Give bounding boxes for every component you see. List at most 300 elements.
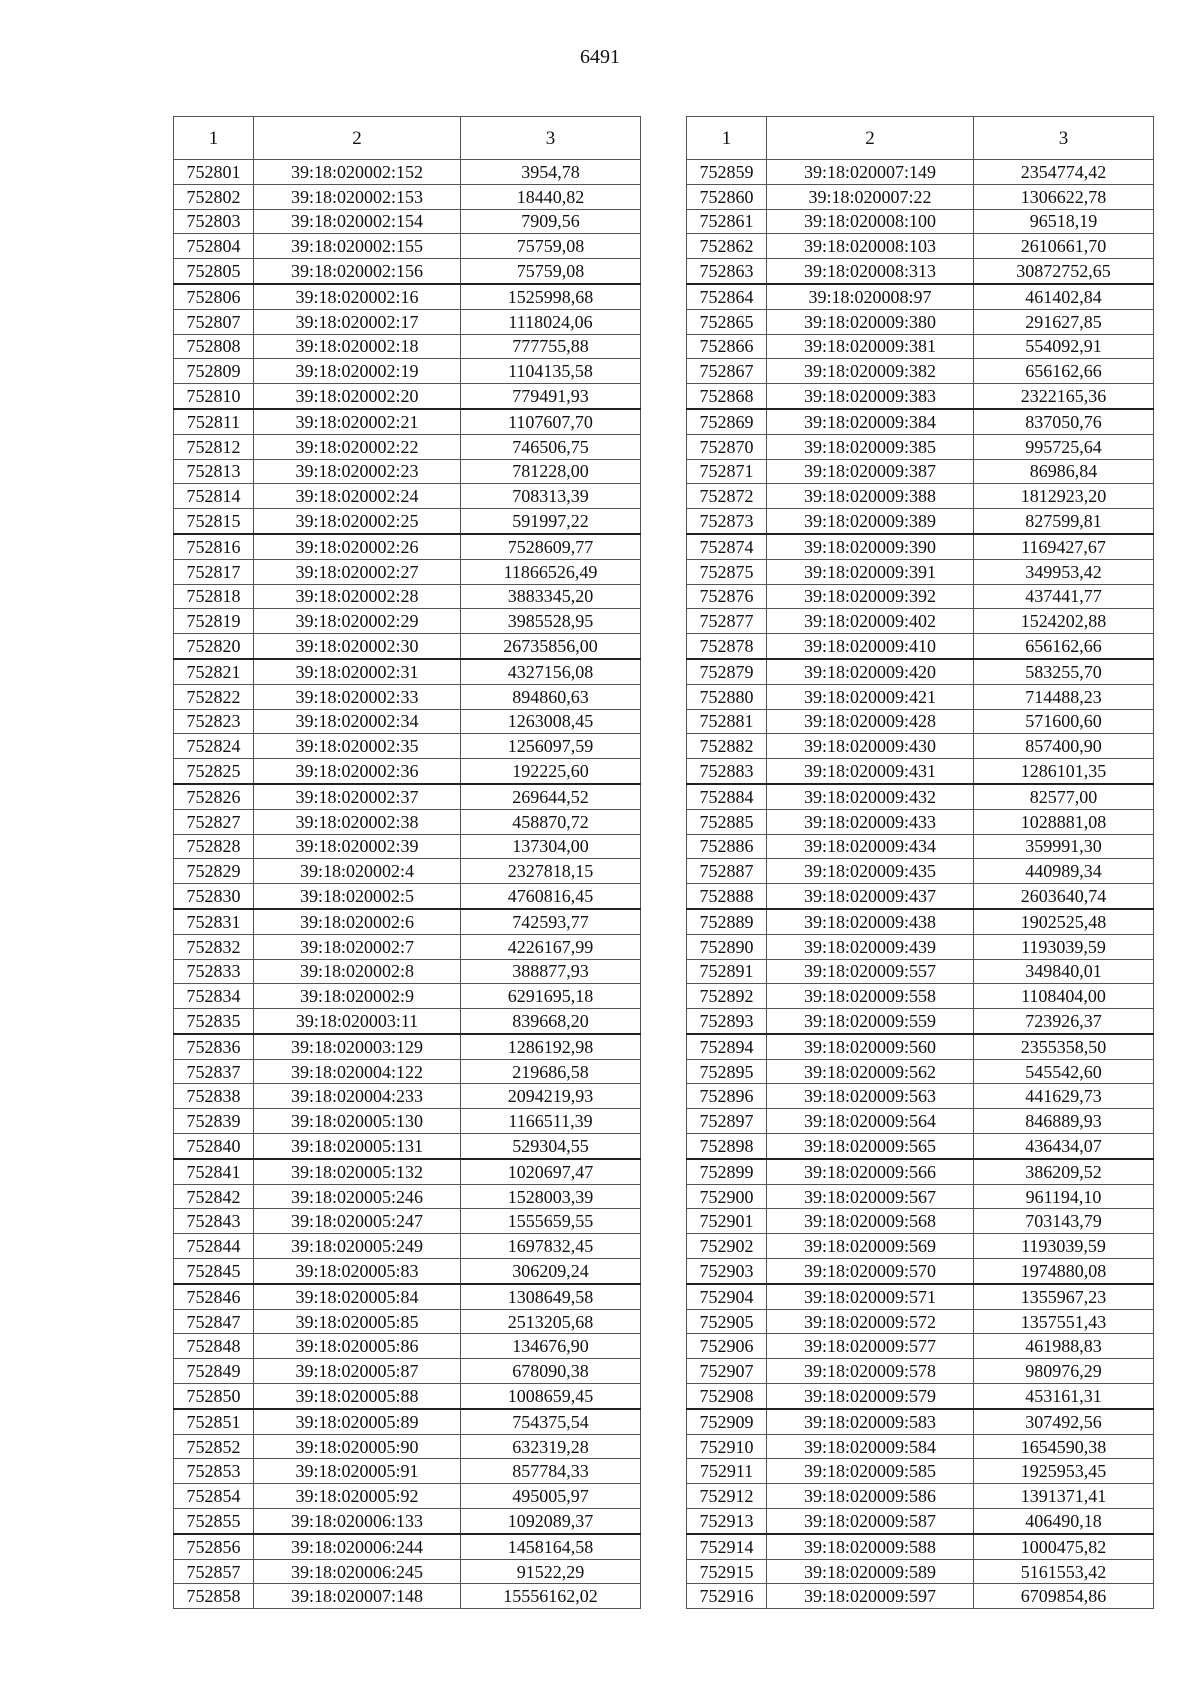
row-number-cell: 752905 xyxy=(687,1309,767,1334)
cadastral-number-cell: 39:18:020002:6 xyxy=(254,909,461,934)
table-row xyxy=(687,1009,1154,1034)
cadastral-number-cell: 39:18:020002:17 xyxy=(254,309,461,334)
value-cell: 4327156,08 xyxy=(461,659,641,684)
value-cell: 307492,56 xyxy=(974,1409,1154,1434)
table-row xyxy=(174,309,641,334)
row-number-cell: 752842 xyxy=(174,1184,254,1209)
cadastral-number-cell: 39:18:020002:23 xyxy=(254,459,461,484)
row-number-cell: 752845 xyxy=(174,1259,254,1284)
value-cell: 1104135,58 xyxy=(461,359,641,384)
value-cell: 839668,20 xyxy=(461,1009,641,1034)
table-row xyxy=(687,234,1154,259)
row-number-cell: 752836 xyxy=(174,1034,254,1059)
table-row xyxy=(174,659,641,684)
value-cell: 656162,66 xyxy=(974,359,1154,384)
row-number-cell: 752868 xyxy=(687,384,767,409)
table-row xyxy=(687,1584,1154,1609)
value-cell: 5161553,42 xyxy=(974,1559,1154,1584)
row-number-cell: 752861 xyxy=(687,209,767,234)
row-number-cell: 752831 xyxy=(174,909,254,934)
cadastral-number-cell: 39:18:020003:129 xyxy=(254,1034,461,1059)
row-number-cell: 752841 xyxy=(174,1159,254,1184)
row-number-cell: 752900 xyxy=(687,1184,767,1209)
row-number-cell: 752807 xyxy=(174,309,254,334)
row-number-cell: 752852 xyxy=(174,1434,254,1459)
cadastral-number-cell: 39:18:020005:247 xyxy=(254,1209,461,1234)
row-number-cell: 752872 xyxy=(687,484,767,509)
table-row xyxy=(687,359,1154,384)
value-cell: 2610661,70 xyxy=(974,234,1154,259)
row-number-cell: 752830 xyxy=(174,884,254,909)
row-number-cell: 752907 xyxy=(687,1359,767,1384)
table-row xyxy=(687,1434,1154,1459)
value-cell: 2513205,68 xyxy=(461,1309,641,1334)
row-number-cell: 752818 xyxy=(174,584,254,609)
value-cell: 1286101,35 xyxy=(974,759,1154,784)
table-row xyxy=(174,1034,641,1059)
row-number-cell: 752866 xyxy=(687,334,767,359)
cadastral-number-cell: 39:18:020002:18 xyxy=(254,334,461,359)
cadastral-number-cell: 39:18:020002:30 xyxy=(254,634,461,659)
cadastral-number-cell: 39:18:020009:392 xyxy=(767,584,974,609)
value-cell: 461988,83 xyxy=(974,1334,1154,1359)
value-cell: 2094219,93 xyxy=(461,1084,641,1109)
table-row xyxy=(174,1184,641,1209)
row-number-cell: 752904 xyxy=(687,1284,767,1309)
cadastral-number-cell: 39:18:020009:572 xyxy=(767,1309,974,1334)
row-number-cell: 752857 xyxy=(174,1559,254,1584)
table-row xyxy=(174,1359,641,1384)
table-row xyxy=(687,1284,1154,1309)
page-number: 6491 xyxy=(580,46,620,68)
table-row xyxy=(174,634,641,659)
value-cell: 1020697,47 xyxy=(461,1159,641,1184)
cadastral-number-cell: 39:18:020007:148 xyxy=(254,1584,461,1609)
column-header: 3 xyxy=(461,117,641,160)
table-row xyxy=(174,484,641,509)
cadastral-number-cell: 39:18:020005:131 xyxy=(254,1134,461,1159)
table-row xyxy=(687,909,1154,934)
row-number-cell: 752824 xyxy=(174,734,254,759)
table-row xyxy=(174,909,641,934)
value-cell: 3883345,20 xyxy=(461,584,641,609)
cadastral-number-cell: 39:18:020009:578 xyxy=(767,1359,974,1384)
value-cell: 1697832,45 xyxy=(461,1234,641,1259)
value-cell: 137304,00 xyxy=(461,834,641,859)
table-row xyxy=(687,459,1154,484)
cadastral-number-cell: 39:18:020009:434 xyxy=(767,834,974,859)
cadastral-number-cell: 39:18:020005:83 xyxy=(254,1259,461,1284)
table-row xyxy=(687,184,1154,209)
row-number-cell: 752865 xyxy=(687,309,767,334)
cadastral-number-cell: 39:18:020002:8 xyxy=(254,959,461,984)
cadastral-number-cell: 39:18:020002:153 xyxy=(254,184,461,209)
cadastral-number-cell: 39:18:020004:233 xyxy=(254,1084,461,1109)
cadastral-number-cell: 39:18:020005:92 xyxy=(254,1484,461,1509)
cadastral-number-cell: 39:18:020009:391 xyxy=(767,559,974,584)
table-row xyxy=(174,1209,641,1234)
cadastral-number-cell: 39:18:020002:29 xyxy=(254,609,461,634)
row-number-cell: 752820 xyxy=(174,634,254,659)
cadastral-number-cell: 39:18:020009:584 xyxy=(767,1434,974,1459)
table-row xyxy=(174,160,641,185)
cadastral-number-cell: 39:18:020008:103 xyxy=(767,234,974,259)
row-number-cell: 752860 xyxy=(687,184,767,209)
value-cell: 1902525,48 xyxy=(974,909,1154,934)
table-row xyxy=(687,1109,1154,1134)
row-number-cell: 752879 xyxy=(687,659,767,684)
value-cell: 1925953,45 xyxy=(974,1459,1154,1484)
table-row xyxy=(174,1134,641,1159)
row-number-cell: 752813 xyxy=(174,459,254,484)
cadastral-number-cell: 39:18:020007:149 xyxy=(767,160,974,185)
value-cell: 1654590,38 xyxy=(974,1434,1154,1459)
table-row xyxy=(174,1059,641,1084)
cadastral-number-cell: 39:18:020009:571 xyxy=(767,1284,974,1309)
table-row xyxy=(687,1409,1154,1434)
value-cell: 436434,07 xyxy=(974,1134,1154,1159)
row-number-cell: 752896 xyxy=(687,1084,767,1109)
table-row xyxy=(174,409,641,434)
table-row xyxy=(687,1184,1154,1209)
cadastral-number-cell: 39:18:020002:154 xyxy=(254,209,461,234)
value-cell: 82577,00 xyxy=(974,784,1154,809)
value-cell: 1355967,23 xyxy=(974,1284,1154,1309)
value-cell: 440989,34 xyxy=(974,859,1154,884)
row-number-cell: 752816 xyxy=(174,534,254,559)
table-row xyxy=(174,534,641,559)
table-row xyxy=(687,834,1154,859)
cadastral-number-cell: 39:18:020005:89 xyxy=(254,1409,461,1434)
registry-table-left xyxy=(173,116,641,1609)
table-row xyxy=(687,1359,1154,1384)
row-number-cell: 752880 xyxy=(687,684,767,709)
value-cell: 995725,64 xyxy=(974,434,1154,459)
column-header: 2 xyxy=(767,117,974,160)
row-number-cell: 752869 xyxy=(687,409,767,434)
table-row xyxy=(687,409,1154,434)
table-row xyxy=(174,1409,641,1434)
value-cell: 349840,01 xyxy=(974,959,1154,984)
row-number-cell: 752877 xyxy=(687,609,767,634)
value-cell: 708313,39 xyxy=(461,484,641,509)
table-row xyxy=(687,509,1154,534)
value-cell: 11866526,49 xyxy=(461,559,641,584)
table-row xyxy=(687,1234,1154,1259)
table-row xyxy=(687,1509,1154,1534)
row-number-cell: 752871 xyxy=(687,459,767,484)
cadastral-number-cell: 39:18:020005:249 xyxy=(254,1234,461,1259)
table-row xyxy=(174,559,641,584)
row-number-cell: 752867 xyxy=(687,359,767,384)
cadastral-number-cell: 39:18:020009:583 xyxy=(767,1409,974,1434)
cadastral-number-cell: 39:18:020002:21 xyxy=(254,409,461,434)
table-row xyxy=(174,859,641,884)
row-number-cell: 752810 xyxy=(174,384,254,409)
cadastral-number-cell: 39:18:020005:88 xyxy=(254,1384,461,1409)
table-row xyxy=(687,1059,1154,1084)
table-row xyxy=(174,1084,641,1109)
row-number-cell: 752806 xyxy=(174,284,254,309)
row-number-cell: 752916 xyxy=(687,1584,767,1609)
table-row xyxy=(687,1559,1154,1584)
value-cell: 30872752,65 xyxy=(974,259,1154,284)
value-cell: 1458164,58 xyxy=(461,1534,641,1559)
cadastral-number-cell: 39:18:020002:34 xyxy=(254,709,461,734)
value-cell: 386209,52 xyxy=(974,1159,1154,1184)
cadastral-number-cell: 39:18:020009:387 xyxy=(767,459,974,484)
cadastral-number-cell: 39:18:020009:566 xyxy=(767,1159,974,1184)
table-row xyxy=(687,584,1154,609)
cadastral-number-cell: 39:18:020002:24 xyxy=(254,484,461,509)
table-row xyxy=(687,734,1154,759)
column-header: 3 xyxy=(974,117,1154,160)
cadastral-number-cell: 39:18:020002:26 xyxy=(254,534,461,559)
table-row xyxy=(687,634,1154,659)
cadastral-number-cell: 39:18:020002:156 xyxy=(254,259,461,284)
cadastral-number-cell: 39:18:020009:568 xyxy=(767,1209,974,1234)
table-row xyxy=(687,534,1154,559)
cadastral-number-cell: 39:18:020005:130 xyxy=(254,1109,461,1134)
cadastral-number-cell: 39:18:020009:421 xyxy=(767,684,974,709)
cadastral-number-cell: 39:18:020004:122 xyxy=(254,1059,461,1084)
cadastral-number-cell: 39:18:020009:560 xyxy=(767,1034,974,1059)
row-number-cell: 752891 xyxy=(687,959,767,984)
table-row xyxy=(174,359,641,384)
row-number-cell: 752863 xyxy=(687,259,767,284)
value-cell: 857400,90 xyxy=(974,734,1154,759)
table-row xyxy=(174,184,641,209)
cadastral-number-cell: 39:18:020006:133 xyxy=(254,1509,461,1534)
cadastral-number-cell: 39:18:020009:569 xyxy=(767,1234,974,1259)
row-number-cell: 752885 xyxy=(687,809,767,834)
cadastral-number-cell: 39:18:020002:27 xyxy=(254,559,461,584)
table-row xyxy=(174,334,641,359)
cadastral-number-cell: 39:18:020009:567 xyxy=(767,1184,974,1209)
table-row xyxy=(687,1484,1154,1509)
value-cell: 306209,24 xyxy=(461,1259,641,1284)
table-row xyxy=(687,984,1154,1009)
cadastral-number-cell: 39:18:020009:385 xyxy=(767,434,974,459)
table-row xyxy=(687,434,1154,459)
table-row xyxy=(687,1159,1154,1184)
value-cell: 1812923,20 xyxy=(974,484,1154,509)
value-cell: 91522,29 xyxy=(461,1559,641,1584)
value-cell: 1528003,39 xyxy=(461,1184,641,1209)
table-row xyxy=(174,434,641,459)
row-number-cell: 752883 xyxy=(687,759,767,784)
row-number-cell: 752833 xyxy=(174,959,254,984)
table-row xyxy=(687,1459,1154,1484)
cadastral-number-cell: 39:18:020009:402 xyxy=(767,609,974,634)
cadastral-number-cell: 39:18:020009:383 xyxy=(767,384,974,409)
cadastral-number-cell: 39:18:020009:437 xyxy=(767,884,974,909)
value-cell: 4226167,99 xyxy=(461,934,641,959)
row-number-cell: 752894 xyxy=(687,1034,767,1059)
value-cell: 746506,75 xyxy=(461,434,641,459)
row-number-cell: 752901 xyxy=(687,1209,767,1234)
row-number-cell: 752838 xyxy=(174,1084,254,1109)
cadastral-number-cell: 39:18:020002:31 xyxy=(254,659,461,684)
value-cell: 779491,93 xyxy=(461,384,641,409)
row-number-cell: 752856 xyxy=(174,1534,254,1559)
table-row xyxy=(174,1434,641,1459)
table-header-row xyxy=(687,117,1154,160)
table-row xyxy=(174,234,641,259)
cadastral-number-cell: 39:18:020009:586 xyxy=(767,1484,974,1509)
value-cell: 219686,58 xyxy=(461,1059,641,1084)
row-number-cell: 752825 xyxy=(174,759,254,784)
table-row xyxy=(174,759,641,784)
value-cell: 15556162,02 xyxy=(461,1584,641,1609)
row-number-cell: 752840 xyxy=(174,1134,254,1159)
table-row xyxy=(174,1234,641,1259)
row-number-cell: 752906 xyxy=(687,1334,767,1359)
value-cell: 1357551,43 xyxy=(974,1309,1154,1334)
row-number-cell: 752821 xyxy=(174,659,254,684)
row-number-cell: 752822 xyxy=(174,684,254,709)
row-number-cell: 752809 xyxy=(174,359,254,384)
value-cell: 678090,38 xyxy=(461,1359,641,1384)
table-row xyxy=(174,684,641,709)
value-cell: 134676,90 xyxy=(461,1334,641,1359)
value-cell: 781228,00 xyxy=(461,459,641,484)
cadastral-number-cell: 39:18:020002:9 xyxy=(254,984,461,1009)
registry-table-right xyxy=(686,116,1154,1609)
table-row xyxy=(687,934,1154,959)
table-row xyxy=(174,1284,641,1309)
cadastral-number-cell: 39:18:020009:562 xyxy=(767,1059,974,1084)
cadastral-number-cell: 39:18:020002:16 xyxy=(254,284,461,309)
row-number-cell: 752808 xyxy=(174,334,254,359)
table-row xyxy=(687,1034,1154,1059)
cadastral-number-cell: 39:18:020002:33 xyxy=(254,684,461,709)
cadastral-number-cell: 39:18:020009:577 xyxy=(767,1334,974,1359)
value-cell: 1118024,06 xyxy=(461,309,641,334)
value-cell: 1525998,68 xyxy=(461,284,641,309)
table-row xyxy=(687,559,1154,584)
cadastral-number-cell: 39:18:020002:38 xyxy=(254,809,461,834)
value-cell: 2322165,36 xyxy=(974,384,1154,409)
value-cell: 2327818,15 xyxy=(461,859,641,884)
value-cell: 1391371,41 xyxy=(974,1484,1154,1509)
row-number-cell: 752819 xyxy=(174,609,254,634)
cadastral-number-cell: 39:18:020002:22 xyxy=(254,434,461,459)
cadastral-number-cell: 39:18:020009:564 xyxy=(767,1109,974,1134)
table-row xyxy=(174,834,641,859)
cadastral-number-cell: 39:18:020009:431 xyxy=(767,759,974,784)
value-cell: 7528609,77 xyxy=(461,534,641,559)
row-number-cell: 752801 xyxy=(174,160,254,185)
table-row xyxy=(174,259,641,284)
value-cell: 837050,76 xyxy=(974,409,1154,434)
row-number-cell: 752881 xyxy=(687,709,767,734)
row-number-cell: 752909 xyxy=(687,1409,767,1434)
cadastral-number-cell: 39:18:020009:597 xyxy=(767,1584,974,1609)
row-number-cell: 752839 xyxy=(174,1109,254,1134)
table-row xyxy=(687,759,1154,784)
value-cell: 714488,23 xyxy=(974,684,1154,709)
table-row xyxy=(174,609,641,634)
value-cell: 857784,33 xyxy=(461,1459,641,1484)
row-number-cell: 752805 xyxy=(174,259,254,284)
value-cell: 96518,19 xyxy=(974,209,1154,234)
table-row xyxy=(687,334,1154,359)
cadastral-number-cell: 39:18:020002:5 xyxy=(254,884,461,909)
value-cell: 453161,31 xyxy=(974,1384,1154,1409)
row-number-cell: 752915 xyxy=(687,1559,767,1584)
value-cell: 1974880,08 xyxy=(974,1259,1154,1284)
value-cell: 1193039,59 xyxy=(974,1234,1154,1259)
cadastral-number-cell: 39:18:020009:410 xyxy=(767,634,974,659)
row-number-cell: 752826 xyxy=(174,784,254,809)
table-row xyxy=(174,984,641,1009)
table-row xyxy=(174,959,641,984)
row-number-cell: 752876 xyxy=(687,584,767,609)
table-header-row xyxy=(174,117,641,160)
cadastral-number-cell: 39:18:020002:19 xyxy=(254,359,461,384)
cadastral-number-cell: 39:18:020005:87 xyxy=(254,1359,461,1384)
row-number-cell: 752895 xyxy=(687,1059,767,1084)
cadastral-number-cell: 39:18:020006:245 xyxy=(254,1559,461,1584)
table-body-right xyxy=(687,117,1154,1609)
value-cell: 1524202,88 xyxy=(974,609,1154,634)
value-cell: 529304,55 xyxy=(461,1134,641,1159)
table-row xyxy=(687,484,1154,509)
row-number-cell: 752902 xyxy=(687,1234,767,1259)
row-number-cell: 752851 xyxy=(174,1409,254,1434)
row-number-cell: 752859 xyxy=(687,160,767,185)
table-row xyxy=(174,934,641,959)
value-cell: 461402,84 xyxy=(974,284,1154,309)
value-cell: 1166511,39 xyxy=(461,1109,641,1134)
value-cell: 1263008,45 xyxy=(461,709,641,734)
cadastral-number-cell: 39:18:020009:380 xyxy=(767,309,974,334)
cadastral-number-cell: 39:18:020005:91 xyxy=(254,1459,461,1484)
value-cell: 1308649,58 xyxy=(461,1284,641,1309)
row-number-cell: 752864 xyxy=(687,284,767,309)
row-number-cell: 752812 xyxy=(174,434,254,459)
row-number-cell: 752914 xyxy=(687,1534,767,1559)
row-number-cell: 752834 xyxy=(174,984,254,1009)
cadastral-number-cell: 39:18:020009:430 xyxy=(767,734,974,759)
column-header: 1 xyxy=(174,117,254,160)
cadastral-number-cell: 39:18:020005:85 xyxy=(254,1309,461,1334)
cadastral-number-cell: 39:18:020009:420 xyxy=(767,659,974,684)
value-cell: 2354774,42 xyxy=(974,160,1154,185)
table-row xyxy=(174,1509,641,1534)
value-cell: 75759,08 xyxy=(461,259,641,284)
value-cell: 4760816,45 xyxy=(461,884,641,909)
row-number-cell: 752910 xyxy=(687,1434,767,1459)
row-number-cell: 752889 xyxy=(687,909,767,934)
table-row xyxy=(687,1309,1154,1334)
value-cell: 827599,81 xyxy=(974,509,1154,534)
cadastral-number-cell: 39:18:020009:579 xyxy=(767,1384,974,1409)
cadastral-number-cell: 39:18:020009:558 xyxy=(767,984,974,1009)
cadastral-number-cell: 39:18:020002:28 xyxy=(254,584,461,609)
cadastral-number-cell: 39:18:020009:433 xyxy=(767,809,974,834)
value-cell: 1008659,45 xyxy=(461,1384,641,1409)
row-number-cell: 752802 xyxy=(174,184,254,209)
value-cell: 1306622,78 xyxy=(974,184,1154,209)
row-number-cell: 752903 xyxy=(687,1259,767,1284)
cadastral-number-cell: 39:18:020006:244 xyxy=(254,1534,461,1559)
table-row xyxy=(687,959,1154,984)
cadastral-number-cell: 39:18:020009:390 xyxy=(767,534,974,559)
cadastral-number-cell: 39:18:020009:388 xyxy=(767,484,974,509)
row-number-cell: 752811 xyxy=(174,409,254,434)
